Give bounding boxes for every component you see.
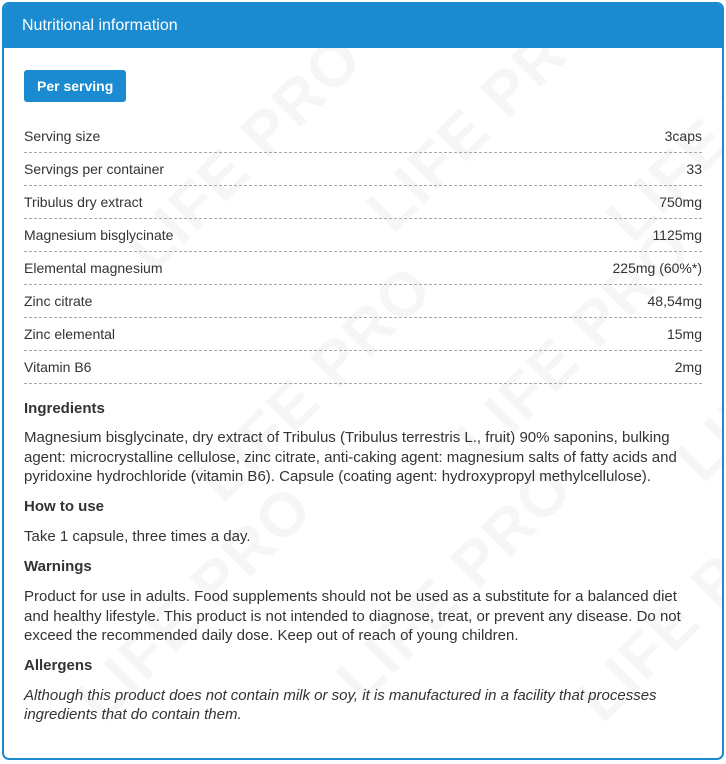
warnings-text: Product for use in adults. Food supplements should not be used as a substitute for a balanced diet and healthy lifestyle. This product is not intended to diagnose, treat, or prevent any disease. Do not exceed the recommended daily dose. Keep out of reach of young children.: [24, 588, 681, 644]
allergens-text: Although this product does not contain milk or soy, it is manufactured in a facility that processes ingredients that do contain them.: [24, 686, 657, 723]
nutrient-value: 750mg: [659, 194, 702, 210]
nutrient-value: 1125mg: [652, 227, 702, 243]
table-row: [24, 153, 702, 186]
nutrient-label: Elemental magnesium: [24, 260, 163, 276]
table-row: [24, 285, 702, 318]
panel-title: Nutritional information: [22, 17, 178, 34]
how-to-use-text: Take 1 capsule, three times a day.: [24, 527, 251, 545]
nutrient-label: Vitamin B6: [24, 359, 92, 375]
table-row: [24, 318, 702, 351]
warnings-title: Warnings: [24, 558, 92, 575]
table-row: [24, 351, 702, 384]
allergens-title: Allergens: [24, 656, 93, 674]
panel-content: [24, 70, 702, 725]
nutrition-panel: [2, 2, 724, 760]
nutrient-value: 3caps: [664, 128, 702, 144]
table-row: [24, 219, 702, 252]
ingredients-title: Ingredients: [24, 400, 105, 417]
nutrient-value: 33: [686, 161, 702, 177]
tab-per-serving[interactable]: Per serving: [24, 70, 126, 102]
table-row: [24, 186, 702, 219]
nutrient-value: 225mg (60%*): [612, 260, 702, 276]
table-row: [24, 120, 702, 153]
nutrient-label: Zinc elemental: [24, 326, 116, 342]
nutrient-value: 48,54mg: [647, 293, 702, 309]
nutrient-label: Tribulus dry extract: [24, 194, 143, 210]
nutrient-value: 15mg: [666, 326, 702, 342]
nutrient-label: Zinc citrate: [24, 293, 93, 309]
table-row: [24, 252, 702, 285]
nutrition-table: [24, 120, 702, 384]
how-to-use-title: How to use: [24, 497, 105, 515]
nutrient-label: Servings per container: [24, 161, 165, 177]
panel-header: [4, 4, 722, 48]
nutrient-value: 2mg: [674, 359, 702, 375]
nutrient-label: Serving size: [24, 128, 101, 144]
ingredients-text: Magnesium bisglycinate, dry extract of Tribulus (Tribulus terrestris L., fruit) 90% saponins, bulking agent: microcrystalline cellulose, zinc citrate, anti-caking agent: magnesium salts of fatty acids and pyridoxine hydrochloride (vitamin B6). Capsule (coating agent: hydroxypropyl methylcellulose).: [24, 429, 677, 485]
nutrient-label: Magnesium bisglycinate: [24, 227, 174, 243]
